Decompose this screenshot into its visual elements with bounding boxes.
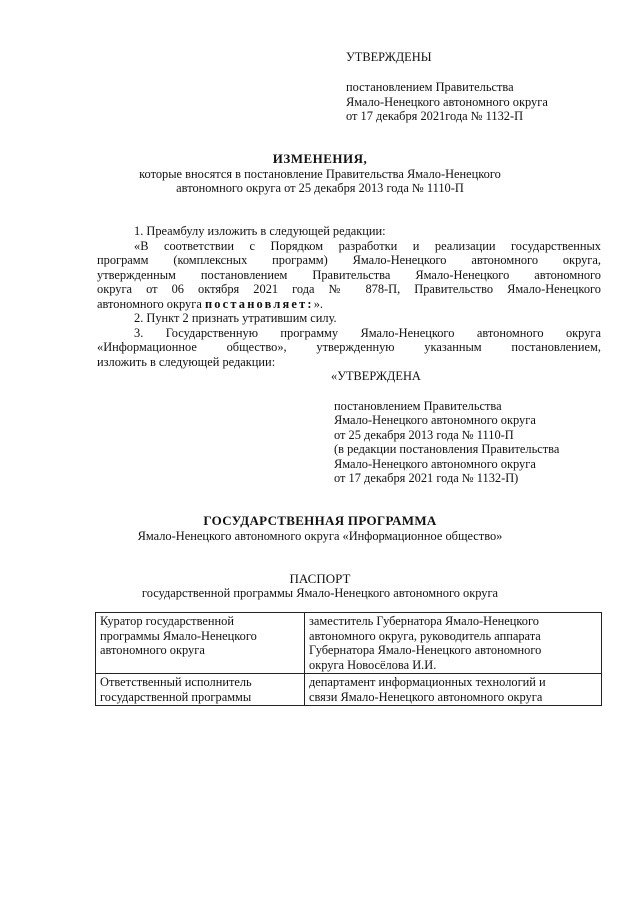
item-3-line: 3. Государственную программу Ямало-Ненецкого автономного округа <box>134 326 601 340</box>
passport-row-label <box>96 674 305 706</box>
item-1-quote-last-line <box>97 297 323 312</box>
approval2-line: Ямало-Ненецкого автономного округа <box>334 457 536 471</box>
item-1-quote-line: программ (комплексных программ) Ямало-Ненецкого автономного округа, <box>97 253 601 267</box>
table-row <box>96 613 602 674</box>
cell-line: Ответственный исполнитель <box>100 675 252 689</box>
passport-row-value <box>305 674 602 706</box>
approval-line: Ямало-Ненецкого автономного округа <box>346 95 548 109</box>
passport-table <box>95 612 602 706</box>
cell-line: заместитель Губернатора Ямало-Ненецкого <box>309 614 539 628</box>
item-3-line: «Информационное общество», утвержденную указанным постановлением, <box>97 340 601 354</box>
passport-row-label <box>96 613 305 674</box>
changes-subtitle-line: которые вносятся в постановление Правительства Ямало-Ненецкого <box>139 167 501 181</box>
approval-line: постановлением Правительства <box>346 80 514 94</box>
changes-subtitle-line: автономного округа от 25 декабря 2013 года № 1110-П <box>176 181 464 195</box>
program-title: ГОСУДАРСТВЕННАЯ ПРОГРАММА <box>203 513 437 528</box>
item-1-quote-line: округа от 06 октября 2021 года № 878-П, Правительство Ямало-Ненецкого <box>97 282 601 296</box>
cell-line: Губернатора Ямало-Ненецкого автономного <box>309 643 542 657</box>
cell-line: государственной программы <box>100 689 252 704</box>
cell-line: автономного округа <box>100 643 205 657</box>
item-1-last-suffix: ». <box>313 297 324 311</box>
approval2-line: (в редакции постановления Правительства <box>334 442 560 456</box>
approval2-line: постановлением Правительства <box>334 399 502 413</box>
approval2-title: «УТВЕРЖДЕНА <box>331 369 421 383</box>
program-subtitle: Ямало-Ненецкого автономного округа «Информационное общество» <box>137 529 503 543</box>
cell-line: Куратор государственной <box>100 614 234 628</box>
approval2-line: от 25 декабря 2013 года № 1110-П <box>334 428 514 442</box>
item-1-last-prefix: автономного округа <box>97 297 205 311</box>
item-1-quote-line: «В соответствии с Порядком разработки и реализации государственных <box>134 239 601 253</box>
item-1-quote-line: утвержденным постановлением Правительства Ямало-Ненецкого автономного <box>97 268 601 282</box>
passport-subtitle: государственной программы Ямало-Ненецкого автономного округа <box>141 586 499 600</box>
cell-line: округа Новосёлова И.И. <box>309 657 437 672</box>
passport-title: ПАСПОРТ <box>289 571 351 586</box>
changes-title: ИЗМЕНЕНИЯ, <box>272 151 368 166</box>
approval-line: от 17 декабря 2021года № 1132-П <box>346 109 524 123</box>
cell-line: департамент информационных технологий и <box>309 675 546 689</box>
cell-line: связи Ямало-Ненецкого автономного округа <box>309 689 543 704</box>
cell-line: автономного округа, руководитель аппарата <box>309 628 541 643</box>
passport-row-value <box>305 613 602 674</box>
approval2-line: Ямало-Ненецкого автономного округа <box>334 413 536 427</box>
item-1-postanovlyaet: постановляет: <box>204 297 314 311</box>
approval2-line: от 17 декабря 2021 года № 1132-П) <box>334 471 519 485</box>
item-3-line: изложить в следующей редакции: <box>97 355 276 369</box>
item-1-intro: 1. Преамбулу изложить в следующей редакции: <box>134 224 386 238</box>
table-row <box>96 674 602 706</box>
item-2: 2. Пункт 2 признать утратившим силу. <box>134 311 337 325</box>
approval-title: УТВЕРЖДЕНЫ <box>346 50 432 64</box>
cell-line: программы Ямало-Ненецкого <box>100 628 257 643</box>
